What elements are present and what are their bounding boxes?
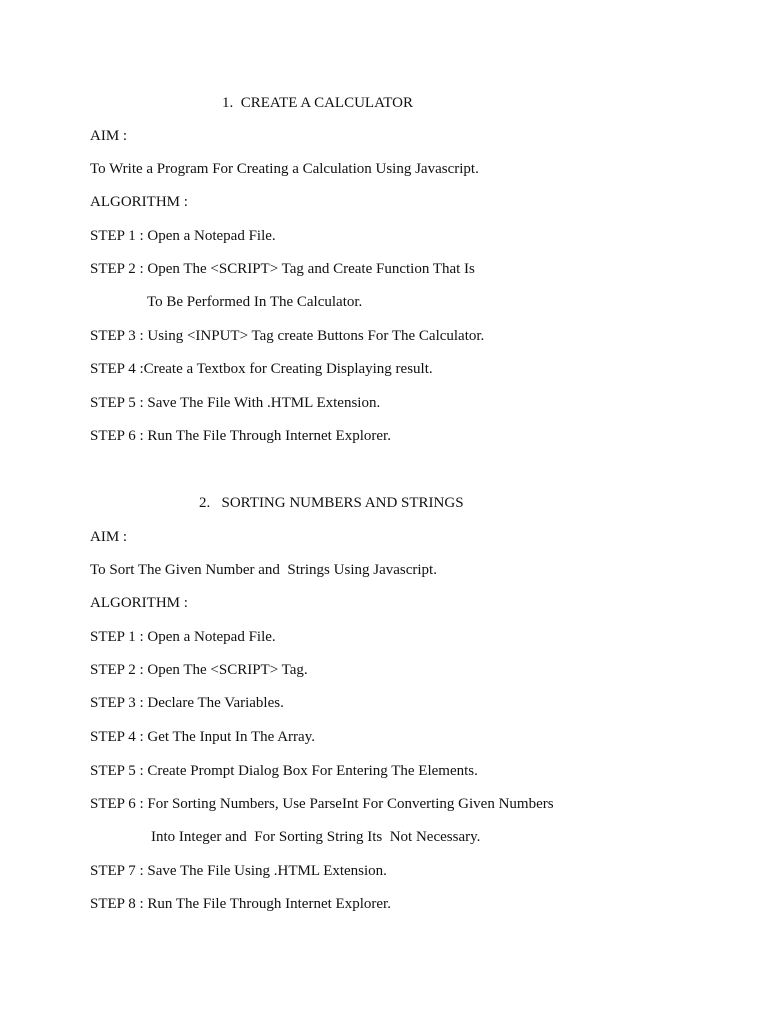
section1-step-2: STEP 2 : Open The <SCRIPT> Tag and Create Function That Is [90,261,475,277]
section1-step-4: STEP 4 :Create a Textbox for Creating Displaying result. [90,361,433,377]
section2-step-5: STEP 5 : Create Prompt Dialog Box For Entering The Elements. [90,763,478,779]
section2-algorithm-label: ALGORITHM : [90,595,188,611]
section1-step-3: STEP 3 : Using <INPUT> Tag create Buttons For The Calculator. [90,328,485,344]
section1-step-1: STEP 1 : Open a Notepad File. [90,228,276,244]
section1-algorithm-label: ALGORITHM : [90,194,188,210]
section2-step-1: STEP 1 : Open a Notepad File. [90,629,276,645]
section2-step-4: STEP 4 : Get The Input In The Array. [90,729,315,745]
section1-step-6: STEP 6 : Run The File Through Internet Explorer. [90,428,391,444]
section1-title: 1. CREATE A CALCULATOR [222,95,413,111]
section2-aim-text: To Sort The Given Number and Strings Using Javascript. [90,562,437,578]
section1-step-5: STEP 5 : Save The File With .HTML Extension. [90,395,381,411]
section1-aim-text: To Write a Program For Creating a Calculation Using Javascript. [90,161,479,177]
section2-step-2: STEP 2 : Open The <SCRIPT> Tag. [90,662,308,678]
section1-aim-label: AIM : [90,128,128,144]
section2-title: 2. SORTING NUMBERS AND STRINGS [199,495,464,511]
section2-aim-label: AIM : [90,529,128,545]
section2-step-6-continuation: Into Integer and For Sorting String Its Not Necessary. [151,829,481,845]
section2-step-3: STEP 3 : Declare The Variables. [90,695,284,711]
section1-step-2-continuation: To Be Performed In The Calculator. [147,294,363,310]
section2-step-8: STEP 8 : Run The File Through Internet Explorer. [90,896,391,912]
section2-step-6: STEP 6 : For Sorting Numbers, Use ParseInt For Converting Given Numbers [90,796,554,812]
section2-step-7: STEP 7 : Save The File Using .HTML Extension. [90,863,387,879]
